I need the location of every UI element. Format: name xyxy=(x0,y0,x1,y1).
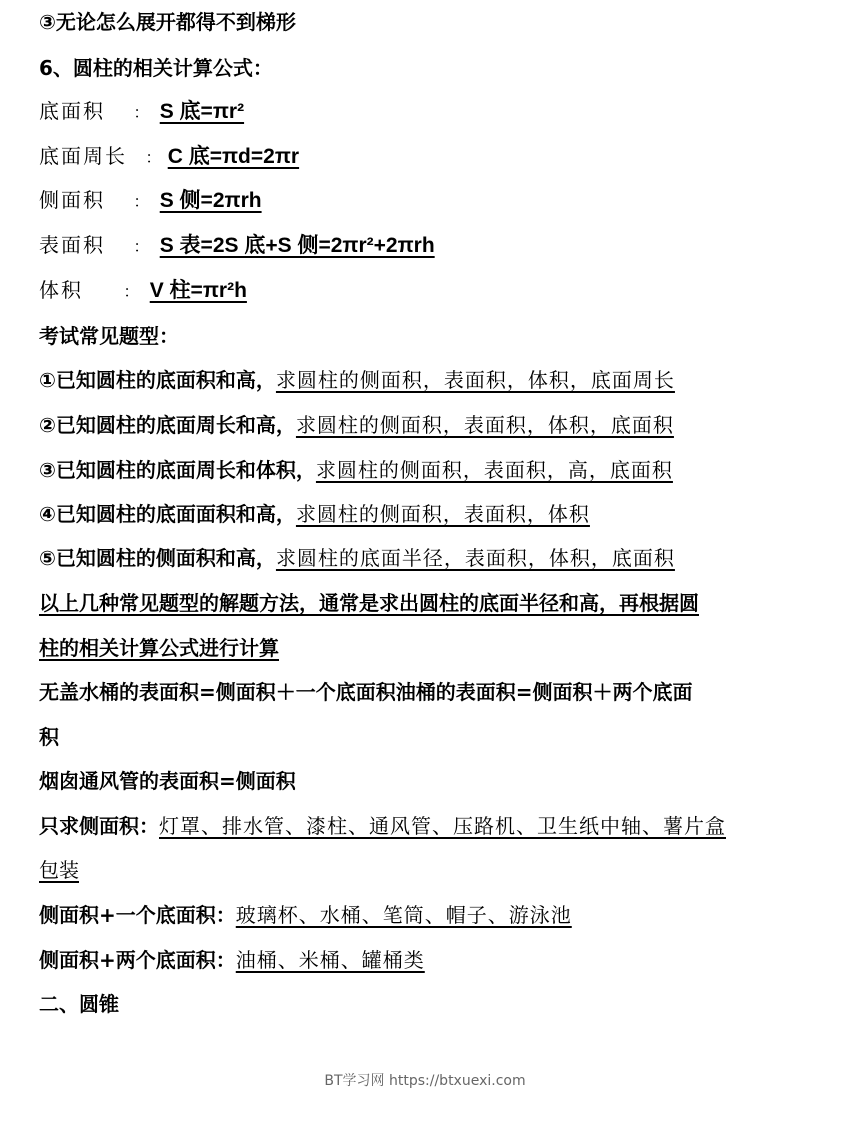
section-6-title: 6、圆柱的相关计算公式： xyxy=(39,56,273,80)
exam-find: 求圆柱的侧面积，表面积，高，底面积 xyxy=(315,458,673,482)
formula-value: S 表=2S 底+S 侧=2πr²+2πrh xyxy=(159,234,435,257)
lateral-one-base-label: 侧面积+一个底面积： xyxy=(39,903,236,927)
exam-find: 求圆柱的侧面积，表面积，体积 xyxy=(295,502,590,526)
exam-given: ①已知圆柱的底面积和高， xyxy=(39,368,276,392)
formula-label: 体积 xyxy=(39,278,83,302)
exam-item-3 xyxy=(39,456,673,484)
method-line-1: 以上几种常见题型的解题方法，通常是求出圆柱的底面半径和高，再根据圆 xyxy=(39,591,699,615)
exam-item-2 xyxy=(39,411,674,439)
formula-sep: ： xyxy=(123,282,140,301)
chimney-line: 烟囱通风管的表面积=侧面积 xyxy=(39,769,296,793)
exam-types-heading: 考试常见题型： xyxy=(39,324,179,348)
formula-volume xyxy=(39,276,247,306)
exam-given: ④已知圆柱的底面面积和高， xyxy=(39,502,296,526)
formula-sep: ： xyxy=(133,192,150,211)
exam-given: ③已知圆柱的底面周长和体积， xyxy=(39,458,316,482)
lateral-only-label: 只求侧面积： xyxy=(39,814,159,838)
lateral-one-base-items: 玻璃杯、水桶、笔筒、帽子、游泳池 xyxy=(235,903,572,927)
formula-sep: ： xyxy=(145,148,162,167)
bucket-line-1: 无盖水桶的表面积=侧面积＋一个底面积油桶的表面积=侧面积＋两个底面 xyxy=(39,680,693,704)
formula-base-area xyxy=(39,97,244,127)
formula-label: 侧面积 xyxy=(39,188,105,212)
lateral-only-line xyxy=(39,812,726,840)
lateral-only-items: 灯罩、排水管、漆柱、通风管、压路机、卫生纸中轴、薯片盒 xyxy=(159,814,726,838)
formula-sep: ： xyxy=(133,103,150,122)
exam-item-4 xyxy=(39,500,590,528)
formula-label: 底面积 xyxy=(39,99,105,123)
exam-item-1 xyxy=(39,366,675,394)
item-3-heading: ③无论怎么展开都得不到梯形 xyxy=(39,10,296,34)
lateral-only-items-continued: 包装 xyxy=(39,858,79,882)
lateral-two-base-line xyxy=(39,946,425,974)
exam-item-5 xyxy=(39,544,675,572)
lateral-one-base-line xyxy=(39,901,572,929)
formula-value: S 侧=2πrh xyxy=(159,189,262,212)
formula-value: V 柱=πr²h xyxy=(149,279,247,302)
formula-value: S 底=πr² xyxy=(159,100,245,123)
exam-given: ②已知圆柱的底面周长和高， xyxy=(39,413,296,437)
exam-find: 求圆柱的底面半径，表面积，体积，底面积 xyxy=(275,546,675,570)
formula-value: C 底=πd=2πr xyxy=(167,145,300,168)
formula-label: 表面积 xyxy=(39,233,105,257)
formula-lateral-area xyxy=(39,186,262,216)
formula-surface-area xyxy=(39,231,435,261)
bucket-line-2: 积 xyxy=(39,725,59,749)
exam-find: 求圆柱的侧面积，表面积，体积，底面积 xyxy=(295,413,674,437)
lateral-two-base-items: 油桶、米桶、罐桶类 xyxy=(235,948,425,972)
exam-given: ⑤已知圆柱的侧面积和高， xyxy=(39,546,276,570)
lateral-two-base-label: 侧面积+两个底面积： xyxy=(39,948,236,972)
exam-find: 求圆柱的侧面积，表面积，体积，底面周长 xyxy=(275,368,675,392)
formula-label: 底面周长 xyxy=(39,144,127,168)
formula-sep: ： xyxy=(133,237,150,256)
section-two-title: 二、圆锥 xyxy=(39,992,119,1016)
method-line-2: 柱的相关计算公式进行计算 xyxy=(39,636,279,660)
footer-watermark: BT学习网 https://btxuexi.com xyxy=(324,1073,526,1089)
formula-base-circumference xyxy=(39,142,299,172)
